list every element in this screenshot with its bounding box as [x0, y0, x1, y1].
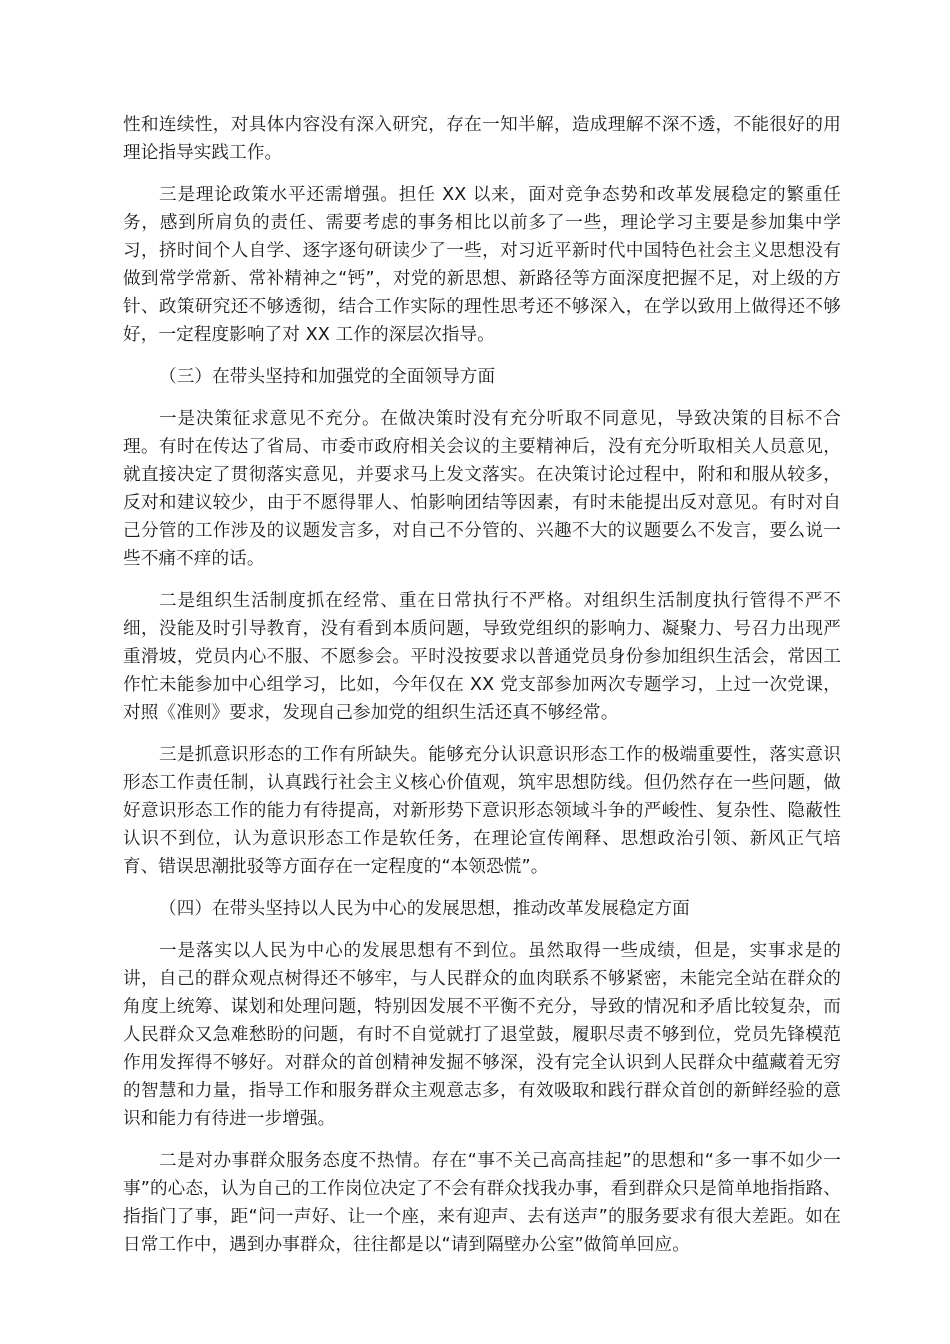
paragraph-ideology-work: 三是抓意识形态的工作有所缺失。能够充分认识意识形态工作的极端重要性，落实意识形态工作责任制，认真践行社会主义核心价值观，筑牢思想防线。但仍然存在一些问题，做好意识形态工作的能力有待提高，对新形势下意识形态领域斗争的严峻性、复杂性、隐蔽性认识不到位，认为意识形态工作是软任务，在理论宣传阐释、思想政治引领、新风正气培育、错误思潮批驳等方面存在一定程度的“本领恐慌”。: [123, 745, 841, 877]
document-page: [123, 111, 841, 1273]
paragraph-organizational-life: 二是组织生活制度抓在经常、重在日常执行不严格。对组织生活制度执行管得不严不细，没能及时引导教育，没有看到本质问题，导致党组织的影响力、凝聚力、号召力出现严重滑坡，党员内心不服、不愿参会。平时没按要求以普通党员身份参加组织生活会，常因工作忙未能参加中心组学习，比如，今年仅在 XX 党支部参加两次专题学习，上过一次党课，对照《准则》要求，发现自己参加党的组织生活还真不够经常。: [123, 591, 841, 723]
paragraph-continuation: 性和连续性，对具体内容没有深入研究，存在一知半解，造成理解不深不透，不能很好的用理论指导实践工作。: [123, 115, 841, 163]
section-heading-three: （三）在带头坚持和加强党的全面领导方面: [159, 367, 496, 387]
paragraph-service-attitude: 二是对办事群众服务态度不热情。存在“事不关己高高挂起”的思想和“多一事不如少一事”的心态，认为自己的工作岗位决定了不会有群众找我办事，看到群众只是简单地指指路、指指门了事，距“问一声好、让一个座，来有迎声、去有送声”的服务要求有很大差距。如在日常工作中，遇到办事群众，往往都是以“请到隔壁办公室”做简单回应。: [123, 1151, 841, 1255]
paragraph-theory-policy: 三是理论政策水平还需增强。担任 XX 以来，面对竞争态势和改革发展稳定的繁重任务，感到所肩负的责任、需要考虑的事务相比以前多了一些，理论学习主要是参加集中学习，挤时间个人自学、逐字逐句研读少了一些，对习近平新时代中国特色社会主义思想没有做到常学常新、常补精神之“钙”，对党的新思想、新路径等方面深度把握不足，对上级的方针、政策研究还不够透彻，结合工作实际的理性思考还不够深入，在学以致用上做得还不够好，一定程度影响了对 XX 工作的深层次指导。: [123, 185, 841, 345]
section-heading-four: （四）在带头坚持以人民为中心的发展思想，推动改革发展稳定方面: [159, 899, 690, 919]
paragraph-people-centered: 一是落实以人民为中心的发展思想有不到位。虽然取得一些成绩，但是，实事求是的讲，自己的群众观点树得还不够牢，与人民群众的血肉联系不够紧密，未能完全站在群众的角度上统筹、谋划和处理问题，特别因发展不平衡不充分，导致的情况和矛盾比较复杂，而人民群众又急难愁盼的问题，有时不自觉就打了退堂鼓，履职尽责不够到位，党员先锋模范作用发挥得不够好。对群众的首创精神发掘不够深，没有完全认识到人民群众中蕴藏着无穷的智慧和力量，指导工作和服务群众主观意志多，有效吸取和践行群众首创的新鲜经验的意识和能力有待进一步增强。: [123, 941, 841, 1129]
paragraph-decision-making: 一是决策征求意见不充分。在做决策时没有充分听取不同意见，导致决策的目标不合理。有时在传达了省局、市委市政府相关会议的主要精神后，没有充分听取相关人员意见，就直接决定了贯彻落实意见，并要求马上发文落实。在决策讨论过程中，附和和服从较多，反对和建议较少，由于不愿得罪人、怕影响团结等因素，有时未能提出反对意见。有时对自己分管的工作涉及的议题发言多，对自己不分管的、兴趣不大的议题要么不发言，要么说一些不痛不痒的话。: [123, 409, 841, 569]
